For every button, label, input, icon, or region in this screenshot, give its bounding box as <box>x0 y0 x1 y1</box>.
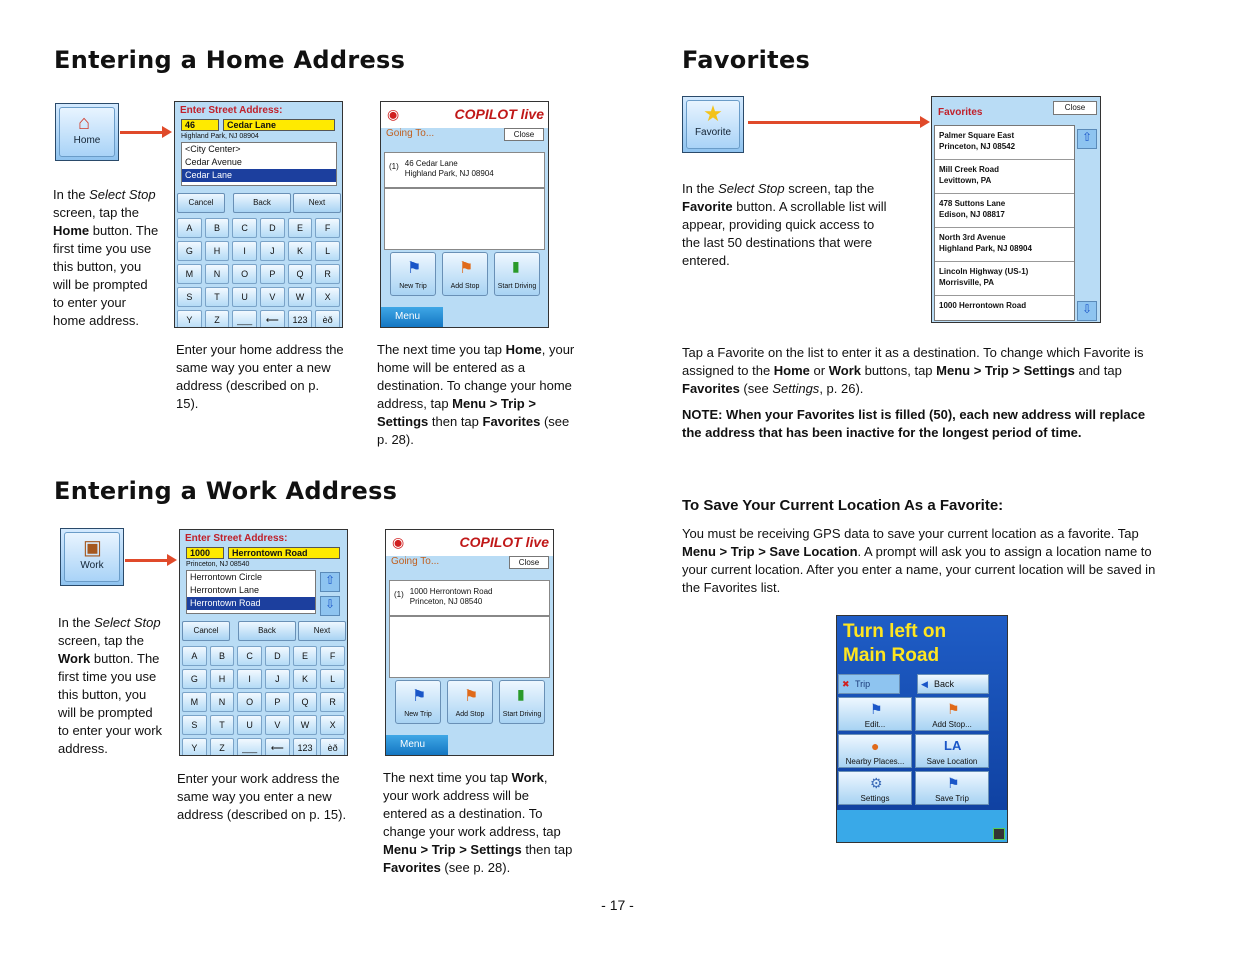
list-item[interactable]: 1000 Herrontown Road <box>939 301 1027 310</box>
key[interactable]: Y <box>177 310 202 328</box>
star-icon: ★ <box>703 101 723 126</box>
list-item[interactable]: Herrontown Circle <box>190 572 263 582</box>
nearby-places-button[interactable]: ● Nearby Places... <box>838 734 912 768</box>
key[interactable]: C <box>237 646 262 666</box>
signal-icon: ◉ <box>392 534 405 550</box>
key[interactable]: Z <box>210 738 235 756</box>
scroll-down-icon[interactable]: ⇩ <box>1077 301 1097 321</box>
home-heading: Entering a Home Address <box>54 46 406 74</box>
arrow-icon <box>125 559 169 562</box>
close-button[interactable]: Close <box>1053 101 1097 115</box>
key[interactable]: L <box>315 241 340 261</box>
flag-plus-icon: ⚑ <box>459 260 474 277</box>
key[interactable]: D <box>265 646 290 666</box>
favorites-note: NOTE: When your Favorites list is filled (50), each new address will replace the address that has been inactive for the longest period of time. <box>682 407 1146 440</box>
screen-title: Enter Street Address: <box>180 105 283 116</box>
key[interactable]: O <box>232 264 257 284</box>
numbers-key[interactable]: 123 <box>293 738 318 756</box>
key[interactable]: Y <box>182 738 207 756</box>
key[interactable]: B <box>205 218 230 238</box>
list-item[interactable]: Palmer Square East Princeton, NJ 08542 <box>935 126 1074 160</box>
add-stop-button[interactable]: ⚑ Add Stop... <box>915 697 989 731</box>
key[interactable]: M <box>177 264 202 284</box>
key[interactable]: U <box>232 287 257 307</box>
work-heading: Entering a Work Address <box>54 477 398 505</box>
accents-key[interactable]: èð <box>320 738 345 756</box>
work-step1-text: In the Select Stop screen, tap the Work button. The first time you use this button, you will be prompted to enter your work address. <box>58 615 163 756</box>
key[interactable]: O <box>237 692 262 712</box>
key[interactable]: A <box>177 218 202 238</box>
cancel-button[interactable]: Cancel <box>177 193 225 213</box>
key[interactable]: I <box>232 241 257 261</box>
list-item[interactable]: North 3rd Avenue Highland Park, NJ 08904 <box>935 228 1074 262</box>
key[interactable]: W <box>293 715 318 735</box>
trip-tab[interactable]: ✖ Trip <box>838 674 900 694</box>
keyboard <box>177 218 340 328</box>
back-button[interactable]: Back <box>238 621 296 641</box>
key[interactable]: P <box>260 264 285 284</box>
start-driving-button[interactable]: ▮ Start Driving <box>499 680 545 724</box>
backspace-key[interactable]: ⟵ <box>260 310 285 328</box>
back-button[interactable]: Back <box>233 193 291 213</box>
work-street-screen <box>179 529 348 756</box>
key[interactable]: V <box>265 715 290 735</box>
scroll-up-icon[interactable]: ⇧ <box>320 572 340 592</box>
key[interactable]: R <box>315 264 340 284</box>
start-driving-button[interactable]: ▮ Start Driving <box>494 252 540 296</box>
house-number-field[interactable]: 46 <box>181 119 219 131</box>
key[interactable]: Z <box>205 310 230 328</box>
key[interactable]: H <box>210 669 235 689</box>
destination-list-empty <box>389 616 550 678</box>
back-button[interactable]: ◀ Back <box>917 674 989 694</box>
list-item[interactable]: Herrontown Lane <box>190 585 260 595</box>
favorites-intro: In the Select Stop screen, tap the Favorite button. A scrollable list will appear, providing quick access to the last 50 destinations that were entered. <box>682 181 887 268</box>
destination-list-empty <box>384 188 545 250</box>
key[interactable]: D <box>260 218 285 238</box>
next-button[interactable]: Next <box>298 621 346 641</box>
key[interactable]: G <box>182 669 207 689</box>
gps-status-icon <box>993 828 1005 840</box>
gear-icon: ⚙ <box>870 775 883 791</box>
save-trip-button[interactable]: ⚑ Save Trip <box>915 771 989 805</box>
key[interactable]: Q <box>288 264 313 284</box>
home-step1-text: In the Select Stop screen, tap the Home button. The first time you use this button, you will be prompted to enter your home address. <box>53 187 159 328</box>
key[interactable]: L <box>320 669 345 689</box>
key[interactable]: X <box>315 287 340 307</box>
back-arrow-icon: ◀ <box>921 679 928 689</box>
key[interactable]: I <box>237 669 262 689</box>
close-button[interactable]: Close <box>504 128 544 141</box>
trip-menu-screen <box>836 615 1008 843</box>
key[interactable]: M <box>182 692 207 712</box>
key[interactable]: J <box>265 669 290 689</box>
home-button[interactable] <box>55 103 119 161</box>
flag-icon: ⚑ <box>412 688 427 705</box>
key[interactable]: K <box>293 669 318 689</box>
list-item[interactable]: Herrontown Road <box>187 597 315 610</box>
key[interactable]: J <box>260 241 285 261</box>
key[interactable]: T <box>210 715 235 735</box>
list-item[interactable]: Cedar Avenue <box>185 157 242 167</box>
city-line: Princeton, NJ 08540 <box>186 561 250 568</box>
flag-icon: ⚑ <box>407 260 422 277</box>
key[interactable]: H <box>205 241 230 261</box>
key[interactable]: F <box>320 646 345 666</box>
favorite-button-label: Favorite <box>694 127 732 138</box>
save-location-text: You must be receiving GPS data to save your current location as a favorite. Tap Menu > Trip > Save Location. A prompt will ask you to assign a location name to your current location. After you enter a name, your current location will be saved in the Favorites list. <box>682 526 1156 595</box>
favorites-list <box>934 125 1075 321</box>
home-street-screen <box>174 101 343 328</box>
street-list[interactable] <box>181 142 337 186</box>
work-copilot-screen <box>385 529 554 756</box>
list-item[interactable]: <City Center> <box>185 144 241 154</box>
key[interactable]: K <box>288 241 313 261</box>
key[interactable]: E <box>288 218 313 238</box>
work-caption2: Enter your work address the same way you enter a new address (described on p. 15). <box>177 771 347 822</box>
key[interactable]: G <box>177 241 202 261</box>
signal-icon: ◉ <box>387 106 400 122</box>
key[interactable]: S <box>177 287 202 307</box>
key[interactable]: W <box>288 287 313 307</box>
copilot-logo: COPILOT live <box>459 534 549 550</box>
keyboard <box>182 646 345 756</box>
work-button[interactable] <box>60 528 124 586</box>
key[interactable]: R <box>320 692 345 712</box>
copilot-logo: COPILOT live <box>454 106 544 122</box>
cancel-button[interactable]: Cancel <box>182 621 230 641</box>
street-field[interactable]: Cedar Lane <box>223 119 335 131</box>
space-key[interactable]: ___ <box>237 738 262 756</box>
save-location-icon: LA <box>944 738 962 753</box>
flag-icon: ⚑ <box>870 701 883 717</box>
work-button-label: Work <box>80 560 104 571</box>
destination-entry[interactable]: (1) 1000 Herrontown Road Princeton, NJ 08540 <box>389 580 550 616</box>
house-icon: ⌂ <box>78 112 91 134</box>
screen-title: Enter Street Address: <box>185 533 288 544</box>
arrow-icon <box>748 121 922 124</box>
save-location-subheading: To Save Your Current Location As a Favorite: <box>682 497 1004 514</box>
home-button-label: Home <box>73 135 101 146</box>
key[interactable]: X <box>320 715 345 735</box>
key[interactable]: V <box>260 287 285 307</box>
key[interactable]: A <box>182 646 207 666</box>
new-trip-button[interactable]: ⚑ New Trip <box>390 252 436 296</box>
home-caption3: The next time you tap Home, your home will be entered as a destination. To change your home address, tap Menu > Trip > Settings then tap Favorites (see p. 28). <box>377 342 575 447</box>
favorites-heading: Favorites <box>682 46 811 74</box>
accents-key[interactable]: èð <box>315 310 340 328</box>
going-to-label: Going To... <box>391 556 440 567</box>
arrow-icon <box>120 131 164 134</box>
home-caption2: Enter your home address the same way you enter a new address (described on p. 15). <box>176 342 344 411</box>
close-icon: ✖ <box>842 679 850 689</box>
numbers-key[interactable]: 123 <box>288 310 313 328</box>
scroll-down-icon[interactable]: ⇩ <box>320 596 340 616</box>
new-trip-button[interactable]: ⚑ New Trip <box>395 680 441 724</box>
space-key[interactable]: ___ <box>232 310 257 328</box>
menu-button[interactable]: Menu <box>386 735 448 755</box>
key[interactable]: U <box>237 715 262 735</box>
settings-button[interactable]: ⚙ Settings <box>838 771 912 805</box>
favorites-paragraph: Tap a Favorite on the list to enter it as a destination. To change which Favorite is assigned to the Home or Work buttons, tap Menu > Trip > Settings and tap Favorites (see Settings, p. 26). <box>682 345 1144 396</box>
destination-entry[interactable]: (1) 46 Cedar Lane Highland Park, NJ 08904 <box>384 152 545 188</box>
traffic-light-icon: ▮ <box>512 258 520 274</box>
list-item[interactable]: Cedar Lane <box>182 169 336 182</box>
going-to-label: Going To... <box>386 128 435 139</box>
add-stop-button[interactable]: ⚑ Add Stop <box>442 252 488 296</box>
key[interactable]: N <box>205 264 230 284</box>
briefcase-icon: ▣ <box>83 537 102 559</box>
screen-title: Favorites <box>938 107 983 118</box>
key[interactable]: N <box>210 692 235 712</box>
traffic-light-icon: ▮ <box>517 686 525 702</box>
next-button[interactable]: Next <box>293 193 341 213</box>
key[interactable]: F <box>315 218 340 238</box>
backspace-key[interactable]: ⟵ <box>265 738 290 756</box>
pin-icon: ● <box>871 738 880 754</box>
city-line: Highland Park, NJ 08904 <box>181 133 259 140</box>
key[interactable]: S <box>182 715 207 735</box>
list-item[interactable]: Mill Creek Road Levittown, PA <box>935 160 1074 194</box>
flag-plus-icon: ⚑ <box>947 701 960 717</box>
key[interactable]: B <box>210 646 235 666</box>
key[interactable]: Q <box>293 692 318 712</box>
save-location-button[interactable]: LA Save Location <box>915 734 989 768</box>
key[interactable]: E <box>293 646 318 666</box>
close-button[interactable]: Close <box>509 556 549 569</box>
list-item[interactable]: Lincoln Highway (US-1) Morrisville, PA <box>935 262 1074 296</box>
street-list[interactable] <box>186 570 316 614</box>
key[interactable]: P <box>265 692 290 712</box>
favorites-screen <box>931 96 1101 323</box>
key[interactable]: T <box>205 287 230 307</box>
add-stop-button[interactable]: ⚑ Add Stop <box>447 680 493 724</box>
favorite-button[interactable] <box>682 96 744 153</box>
list-item[interactable]: 478 Suttons Lane Edison, NJ 08817 <box>935 194 1074 228</box>
scroll-up-icon[interactable]: ⇧ <box>1077 129 1097 149</box>
house-number-field[interactable]: 1000 <box>186 547 224 559</box>
key[interactable]: C <box>232 218 257 238</box>
street-field[interactable]: Herrontown Road <box>228 547 340 559</box>
page-number: - 17 - <box>601 897 634 913</box>
edit-button[interactable]: ⚑ Edit... <box>838 697 912 731</box>
menu-button[interactable]: Menu <box>381 307 443 327</box>
flag-icon: ⚑ <box>947 775 960 791</box>
menu-footer <box>837 810 1007 842</box>
flag-plus-icon: ⚑ <box>464 688 479 705</box>
home-copilot-screen <box>380 101 549 328</box>
instruction-banner: Turn left on Main Road <box>843 621 947 666</box>
work-caption3: The next time you tap Work, your work address will be entered as a destination. To change your work address, tap Menu > Trip > Settings then tap Favorites (see p. 28). <box>383 770 573 875</box>
